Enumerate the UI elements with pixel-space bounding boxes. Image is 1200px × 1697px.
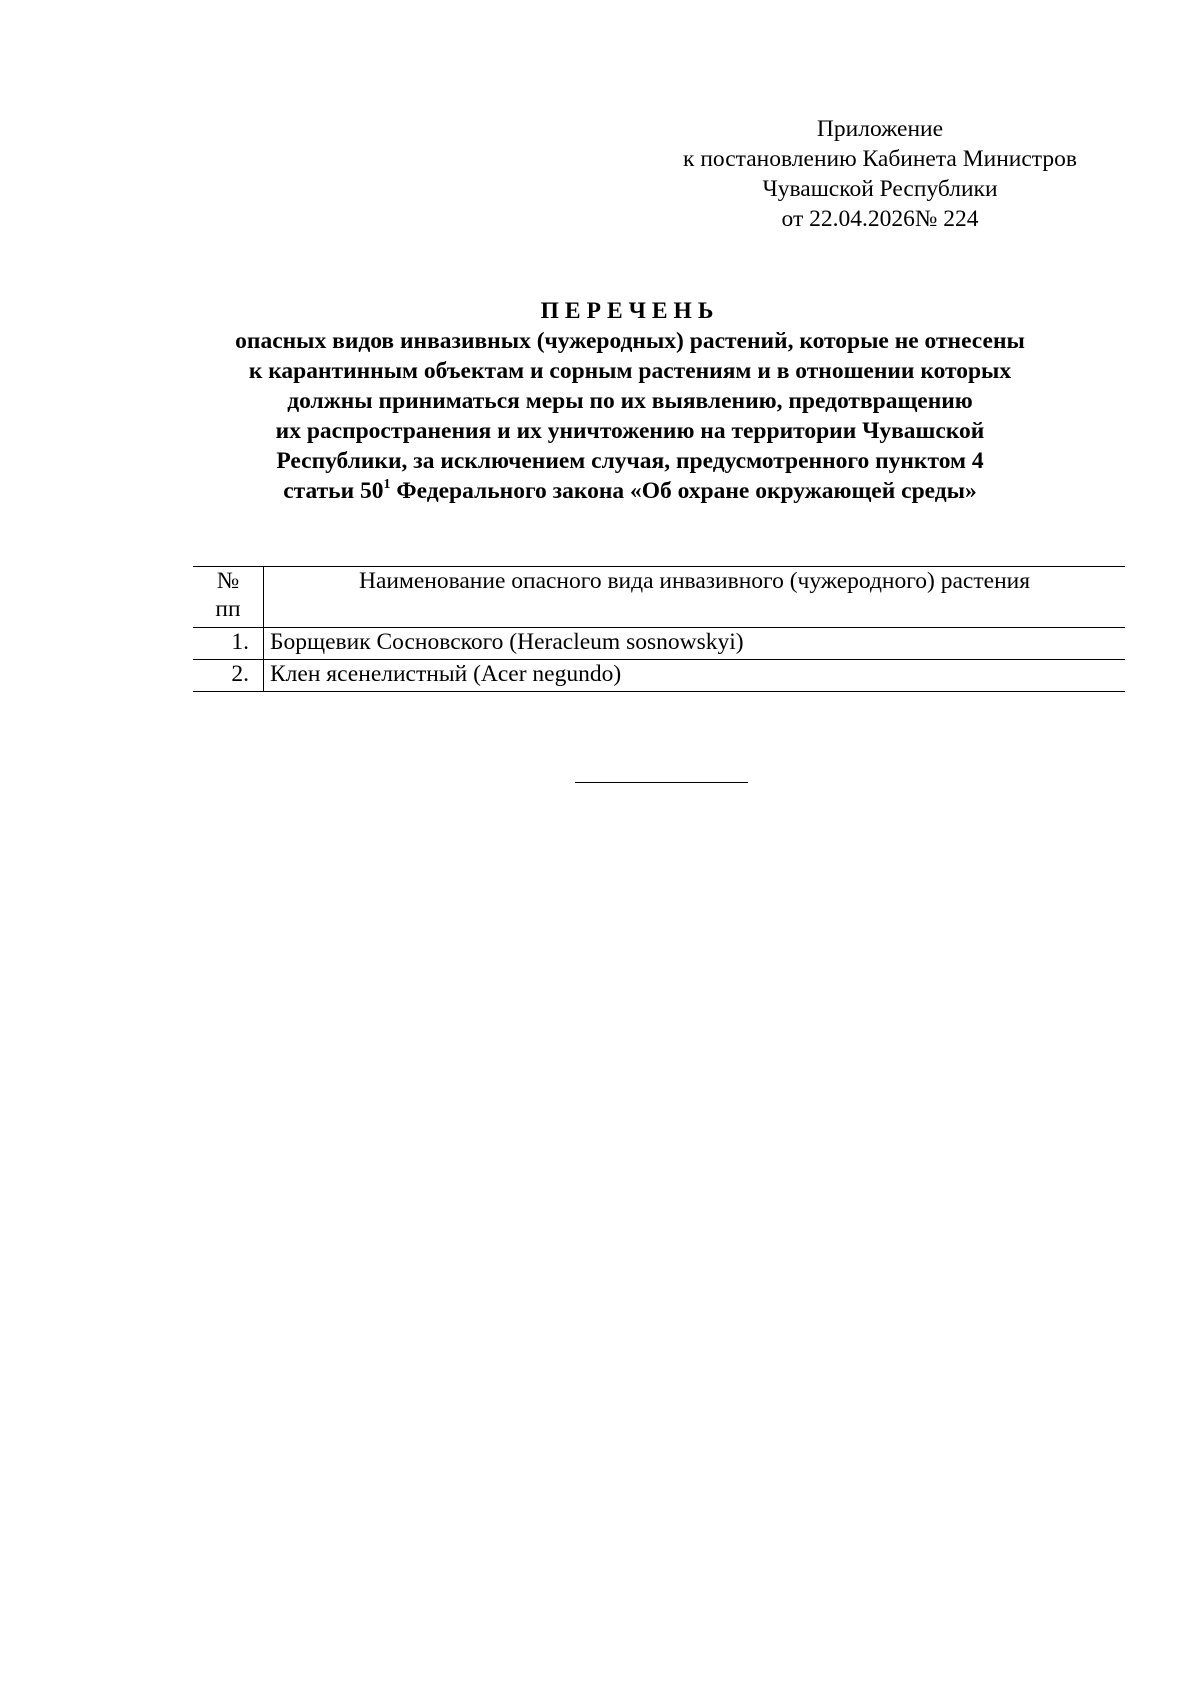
article-superscript: 1 xyxy=(383,477,391,492)
end-separator-line xyxy=(575,782,748,783)
appendix-header xyxy=(650,114,1110,234)
table-row xyxy=(193,628,1125,660)
header-name-cell: Наименование опасного вида инвазивного (чужеродного) растения xyxy=(358,568,1031,594)
header-number-sign: № xyxy=(216,568,240,594)
row-plant-name: Борщевик Сосновского (Heracleum sosnowskyi) xyxy=(270,629,744,655)
title-line-5: Республики, за исключением случая, предусмотренного пунктом 4 xyxy=(276,448,984,474)
appendix-date-line xyxy=(650,204,1110,234)
row-number: 2. xyxy=(193,660,264,692)
title-line-6-end: Федерального закона «Об охране окружающей среды» xyxy=(390,478,977,504)
header-number-abbr: пп xyxy=(215,596,241,622)
list-heading: ПЕРЕЧЕНЬ xyxy=(540,298,720,324)
table-row xyxy=(193,660,1125,692)
title-line-6 xyxy=(150,476,1110,506)
date-prefix: от xyxy=(781,206,804,232)
resolution-date: 22.04.2026 xyxy=(809,206,915,232)
title-line-6-start: статьи 50 xyxy=(283,478,384,504)
header-number-cell xyxy=(193,567,264,628)
row-plant-name: Клен ясенелистный (Acer negundo) xyxy=(270,661,622,687)
number-sign: № xyxy=(914,206,938,232)
appendix-label: Приложение xyxy=(816,116,944,142)
title-line-1: опасных видов инвазивных (чужеродных) растений, которые не отнесены xyxy=(235,328,1025,354)
title-line-4: их распространения и их уничтожению на территории Чувашской xyxy=(275,418,985,444)
list-title xyxy=(150,296,1110,506)
resolution-number: 224 xyxy=(943,206,979,232)
appendix-republic-line: Чувашской Республики xyxy=(762,176,998,202)
table-header-row xyxy=(193,567,1125,628)
title-line-2: к карантинным объектам и сорным растениям и в отношении которых xyxy=(248,358,1012,384)
row-number: 1. xyxy=(193,628,264,660)
appendix-resolution-line: к постановлению Кабинета Министров xyxy=(683,146,1077,172)
title-line-3: должны приниматься меры по их выявлению, предотвращению xyxy=(287,388,973,414)
plants-table xyxy=(193,566,1125,692)
